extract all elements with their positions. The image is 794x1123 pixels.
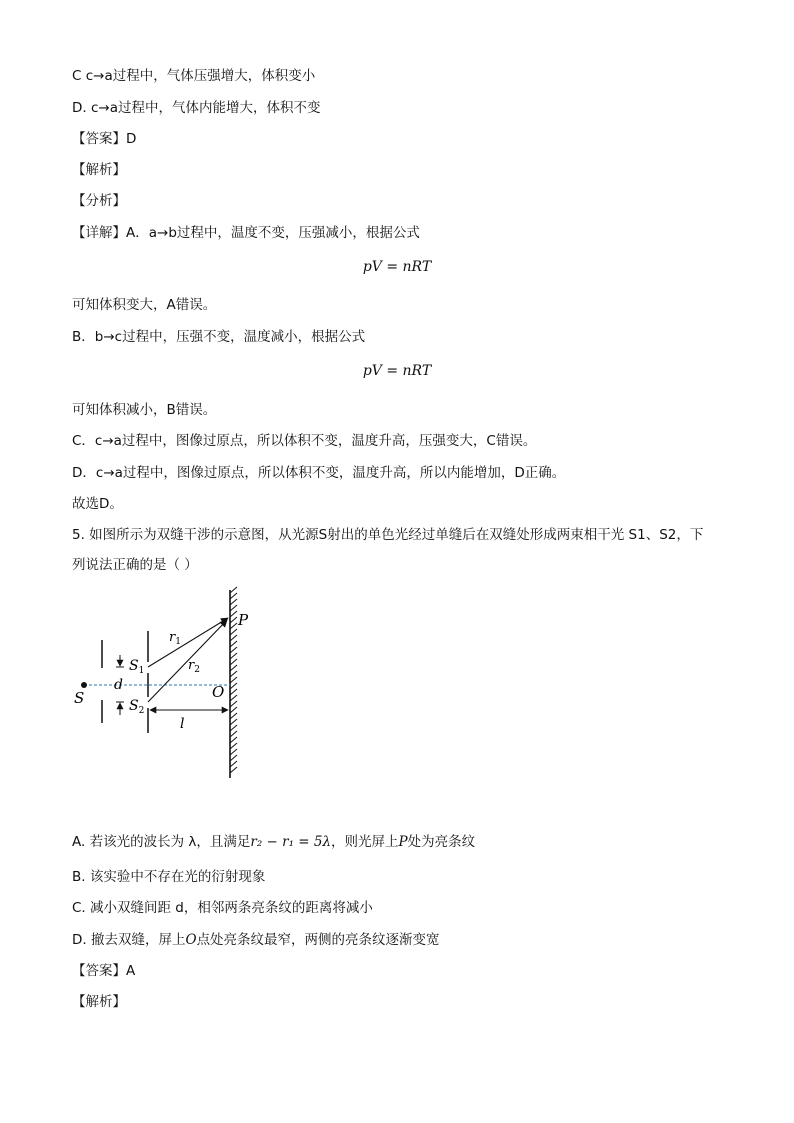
option-a-prefix: A. 若该光的波长为 λ，且满足 [72,834,251,850]
hatch-mark [230,731,237,737]
hatch-mark [230,683,237,689]
hatch-mark [230,617,237,623]
hatch-mark [230,761,237,767]
b-line-text: B．b→c过程中，压强不变，温度减小，根据公式 [72,329,366,345]
option-d [72,931,440,949]
hatch-mark [230,647,237,653]
analysis-label: 【解析】 [72,162,126,178]
option-a-end: 处为亮条纹 [407,834,476,850]
option-a-point-P: P [398,834,408,850]
hatch-mark [230,593,237,599]
hatch-mark [230,635,237,641]
hatch-mark [230,767,237,773]
a-conclusion: 可知体积变大，A错误。 [72,297,217,313]
formula-1: pV = nRT [362,259,432,275]
hatch-mark [230,713,237,719]
detail-a-text: 【详解】A．a→b过程中，温度不变，压强减小，根据公式 [72,225,420,241]
hatch-mark [230,599,237,605]
d-line-text: D．c→a过程中，图像过原点，所以体积不变，温度升高，所以内能增加，D正确。 [72,465,566,481]
label-S: S [74,689,85,707]
choose-text: 故选D。 [72,496,123,512]
hatch-mark [230,725,237,731]
analysis-2-label: 【解析】 [72,994,126,1010]
light-source-point [81,682,87,688]
answer-label: 【答案】D [72,131,137,147]
hatch-mark [230,623,237,629]
option-c-text: C c→a过程中，气体压强增大，体积变小 [72,68,316,84]
answer-2-label: 【答案】A [72,963,136,979]
option-d-text: D. c→a过程中，气体内能增大，体积不变 [72,100,321,116]
screen-hatching [230,587,237,773]
option-a-mid: ，则光屏上 [331,834,399,850]
hatch-mark [230,629,237,635]
hatch-mark [230,677,237,683]
option-a-equation: r₂ − r₁ = 5λ [250,834,332,850]
c-line-text: C．c→a过程中，图像过原点，所以体积不变，温度升高，压强变大，C错误。 [72,433,537,449]
hatch-mark [230,587,237,593]
label-l: l [180,716,185,732]
question-5-line-1: 5. 如图所示为双缝干涉的示意图，从光源S射出的单色光经过单缝后在双缝处形成两束相干光 S1、S2，下 [72,527,704,543]
option-a [72,833,475,851]
label-d: d [114,677,123,693]
hatch-mark [230,701,237,707]
hatch-mark [230,743,237,749]
option-d-prefix: D. 撤去双缝，屏上 [72,932,186,948]
formula-2: pV = nRT [362,363,432,379]
hatch-mark [230,689,237,695]
option-c: C. 减小双缝间距 d，相邻两条亮条纹的距离将减小 [72,900,373,916]
hatch-mark [230,641,237,647]
hatch-mark [230,665,237,671]
label-O: O [212,683,225,701]
hatch-mark [230,755,237,761]
option-d-point-O: O [185,932,197,948]
hatch-mark [230,749,237,755]
hatch-mark [230,737,237,743]
fenxi-label: 【分析】 [72,193,126,209]
hatch-mark [230,605,237,611]
hatch-mark [230,659,237,665]
hatch-mark [230,611,237,617]
label-S1: $S_1$ [129,658,145,676]
hatch-mark [230,653,237,659]
option-d-end: 点处亮条纹最窄，两侧的亮条纹逐渐变宽 [196,932,440,948]
label-P: P [238,611,249,629]
hatch-mark [230,695,237,701]
hatch-mark [230,671,237,677]
hatch-mark [230,707,237,713]
hatch-mark [230,719,237,725]
b-conclusion: 可知体积减小，B错误。 [72,402,217,418]
question-5-line-2: 列说法正确的是（ ） [72,557,198,573]
option-b: B. 该实验中不存在光的衍射现象 [72,869,266,885]
label-r1: $r_1$ [169,630,181,647]
label-S2: $S_2$ [129,698,145,716]
label-r2: $r_2$ [188,658,200,675]
double-slit-diagram [72,585,292,785]
